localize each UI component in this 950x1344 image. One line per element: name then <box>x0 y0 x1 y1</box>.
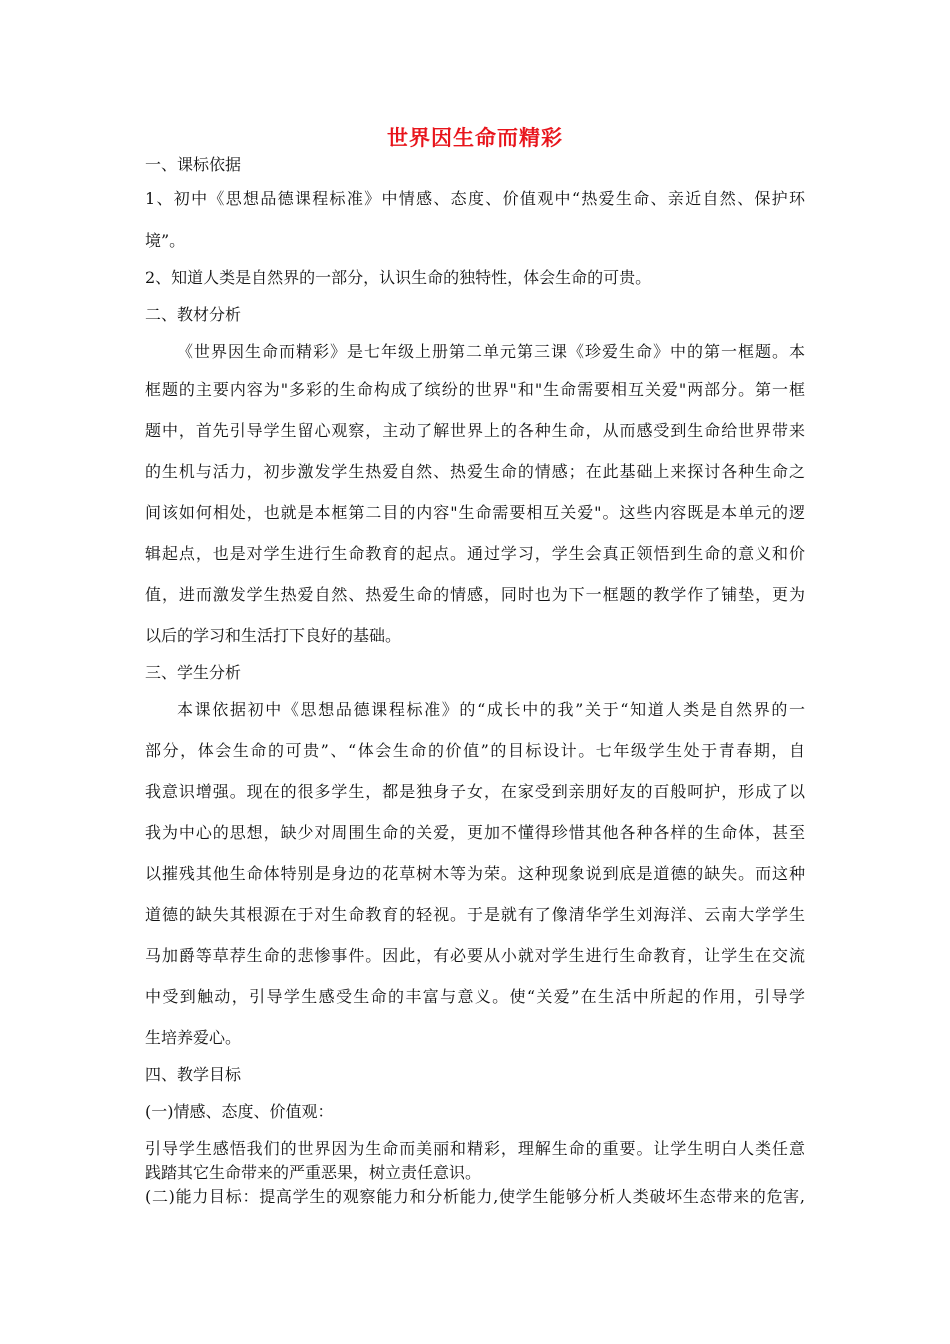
section-heading: 一、课标依据 <box>145 155 242 174</box>
text-line: 间该如何相处，也就是本框第二目的内容"生命需要相互关爱"。这些内容既是本单元的逻 <box>145 503 805 522</box>
text-line: 的生机与活力，初步激发学生热爱自然、热爱生命的情感；在此基础上来探讨各种生命之 <box>145 462 805 481</box>
page-title: 世界因生命而精彩 <box>387 125 563 150</box>
text-line: 我意识增强。现在的很多学生，都是独身子女，在家受到亲朋好友的百般呵护，形成了以 <box>145 782 805 801</box>
text-line: 值，进而激发学生热爱自然、热爱生命的情感，同时也为下一框题的教学作了铺垫，更为 <box>145 585 805 604</box>
text-line: 以摧残其他生命体特别是身边的花草树木等为荣。这种现象说到底是道德的缺失。而这种 <box>145 864 805 883</box>
text-line: 《世界因生命而精彩》是七年级上册第二单元第三课《珍爱生命》中的第一框题。本 <box>177 342 805 361</box>
text-line: 部分，体会生命的可贵”、“体会生命的价值”的目标设计。七年级学生处于青春期，自 <box>145 741 805 760</box>
text-line: 框题的主要内容为"多彩的生命构成了缤纷的世界"和"生命需要相互关爱"两部分。第一框 <box>145 380 805 399</box>
text-line: 题中，首先引导学生留心观察，主动了解世界上的各种生命，从而感受到生命给世界带来 <box>145 421 805 440</box>
text-line: 2、知道人类是自然界的一部分，认识生命的独特性，体会生命的可贵。 <box>145 268 652 287</box>
text-line: 辑起点，也是对学生进行生命教育的起点。通过学习，学生会真正领悟到生命的意义和价 <box>145 544 805 563</box>
section-heading: 四、教学目标 <box>145 1065 242 1084</box>
text-line: 我为中心的思想，缺少对周围生命的关爱，更加不懂得珍惜其他各种各样的生命体，甚至 <box>145 823 805 842</box>
section-heading: 三、学生分析 <box>145 663 242 682</box>
text-line: 引导学生感悟我们的世界因为生命而美丽和精彩，理解生命的重要。让学生明白人类任意 <box>145 1139 805 1158</box>
text-line: 践踏其它生命带来的严重恶果，树立责任意识。 <box>145 1163 482 1182</box>
text-line: 1、初中《思想品德课程标准》中情感、态度、价值观中“热爱生命、亲近自然、保护环 <box>145 189 805 208</box>
text-line: 以后的学习和生活打下良好的基础。 <box>145 626 402 645</box>
text-line: 道德的缺失其根源在于对生命教育的轻视。于是就有了像清华学生刘海洋、云南大学学生 <box>145 905 805 924</box>
text-line: 马加爵等草荐生命的悲惨事件。因此，有必要从小就对学生进行生命教育，让学生在交流 <box>145 946 805 965</box>
text-line: 生培养爱心。 <box>145 1028 242 1047</box>
subsection-heading: (一)情感、态度、价值观： <box>145 1102 334 1121</box>
text-line: 境”。 <box>145 231 186 250</box>
text-line: 中受到触动，引导学生感受生命的丰富与意义。使“关爱”在生活中所起的作用，引导学 <box>145 987 805 1006</box>
section-heading: 二、教材分析 <box>145 305 242 324</box>
text-line: 本课依据初中《思想品德课程标准》的“成长中的我”关于“知道人类是自然界的一 <box>177 700 805 719</box>
text-line: (二)能力目标：提高学生的观察能力和分析能力,使学生能够分析人类破坏生态带来的危害, <box>145 1187 805 1206</box>
